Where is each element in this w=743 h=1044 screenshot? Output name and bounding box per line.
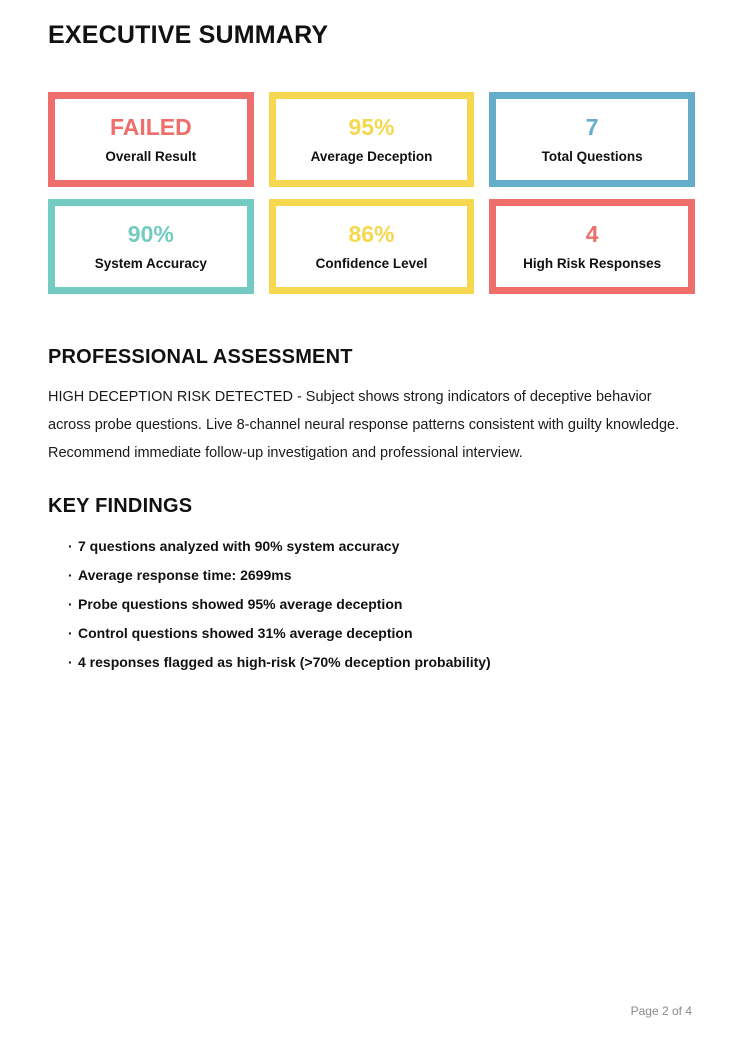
finding-item: · 4 responses flagged as high-risk (>70% deception probability) [68,648,695,677]
stat-label: Total Questions [541,148,643,164]
stats-grid [48,92,695,294]
finding-item: · 7 questions analyzed with 90% system accuracy [68,532,695,561]
key-findings-list [48,532,695,677]
stat-value: 90% [127,220,174,247]
page-title: EXECUTIVE SUMMARY [48,21,329,49]
stat-label: Overall Result [105,148,197,164]
stat-card-system-accuracy [48,199,254,294]
stat-value: 86% [348,220,395,247]
stat-value: 95% [348,113,395,140]
assessment-heading: PROFESSIONAL ASSESSMENT [48,346,353,368]
stat-card-average-deception [269,92,475,187]
stat-label: System Accuracy [94,255,207,271]
stat-value: 7 [585,113,599,140]
stat-card-overall-result [48,92,254,187]
assessment-body-text: HIGH DECEPTION RISK DETECTED - Subject shows strong indicators of deceptive behavior across probe questions. Live 8-channel neural response patterns consistent with guilty knowledge. Recommend immediate follow-up investigation and professional interview. [48,389,680,461]
page-number: Page 2 of 4 [630,1004,692,1018]
stat-label: High Risk Responses [523,255,662,271]
finding-item: · Average response time: 2699ms [68,561,695,590]
stat-value: FAILED [109,113,192,140]
finding-item: · Control questions showed 31% average deception [68,619,695,648]
stat-value: 4 [585,220,599,247]
stat-label: Confidence Level [315,255,428,271]
key-findings-section [48,495,695,677]
stat-label: Average Deception [310,148,433,164]
finding-item: · Probe questions showed 95% average deception [68,590,695,619]
professional-assessment-section [48,346,695,467]
stat-card-total-questions [489,92,695,187]
stat-card-confidence-level [269,199,475,294]
stat-card-high-risk-responses [489,199,695,294]
key-findings-heading: KEY FINDINGS [48,495,193,517]
